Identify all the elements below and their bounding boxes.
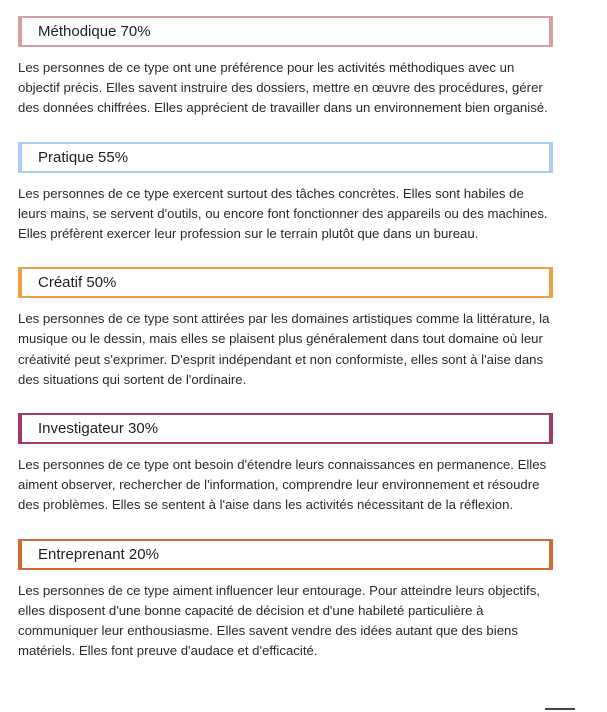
section-description-entreprenant: Les personnes de ce type aiment influencer leur entourage. Pour atteindre leurs objectifs, elles disposent d'une bonne capacité de décision et d'une habileté particulière à communiquer leur enthousiasme. Elles savent vendre des idées autant que des biens matériels. Elles font preuve d'audace et d'efficacité. [18, 582, 540, 659]
section-pratique [18, 142, 553, 245]
section-title-creatif: Créatif 50% [38, 274, 117, 292]
profile-results [18, 16, 553, 684]
section-header-entreprenant [18, 539, 553, 570]
section-title-investigateur: Investigateur 30% [38, 420, 159, 438]
section-title-pratique: Pratique 55% [38, 148, 129, 166]
section-methodique [18, 16, 553, 119]
section-investigateur [18, 413, 553, 516]
section-title-entreprenant: Entreprenant 20% [38, 545, 159, 563]
section-header-creatif [18, 267, 553, 298]
section-header-pratique [18, 142, 553, 173]
section-header-methodique [18, 16, 553, 47]
section-title-methodique: Méthodique 70% [38, 23, 151, 40]
section-creatif [18, 267, 553, 390]
section-description-creatif: Les personnes de ce type sont attirées par les domaines artistiques comme la littérature, la musique ou le dessin, mais elles se plaisent plus généralement dans tout domaine où leur créativité peut s'exprimer. D'esprit indépendant et non conformiste, elles sont à l'aise dans des situations qui sortent de l'ordinaire. [18, 311, 550, 387]
section-header-investigateur [18, 413, 553, 444]
section-description-investigateur: Les personnes de ce type ont besoin d'étendre leurs connaissances en permanence. Elles aiment observer, rechercher de l'information, comprendre leur environnement et résoudre des problèmes. Elles se sentent à l'aise dans les activités nécessitant de la réflexion. [18, 457, 547, 513]
section-description-pratique: Les personnes de ce type exercent surtout des tâches concrètes. Elles sont habiles de leurs mains, se servent d'outils, ou encore font fonctionner des appareils ou des machines. Elles préfèrent exercer leur profession sur le terrain plutôt que dans un bureau. [18, 185, 548, 242]
section-description-methodique: Les personnes de ce type ont une préférence pour les activités méthodiques avec un objectif précis. Elles savent instruire des dossiers, mettre en œuvre des procédures, gérer des données chiffrées. Elles apprécient de travailler dans un environnement bien organisé. [18, 60, 548, 116]
scroll-indicator [545, 708, 575, 710]
section-entreprenant [18, 539, 553, 662]
